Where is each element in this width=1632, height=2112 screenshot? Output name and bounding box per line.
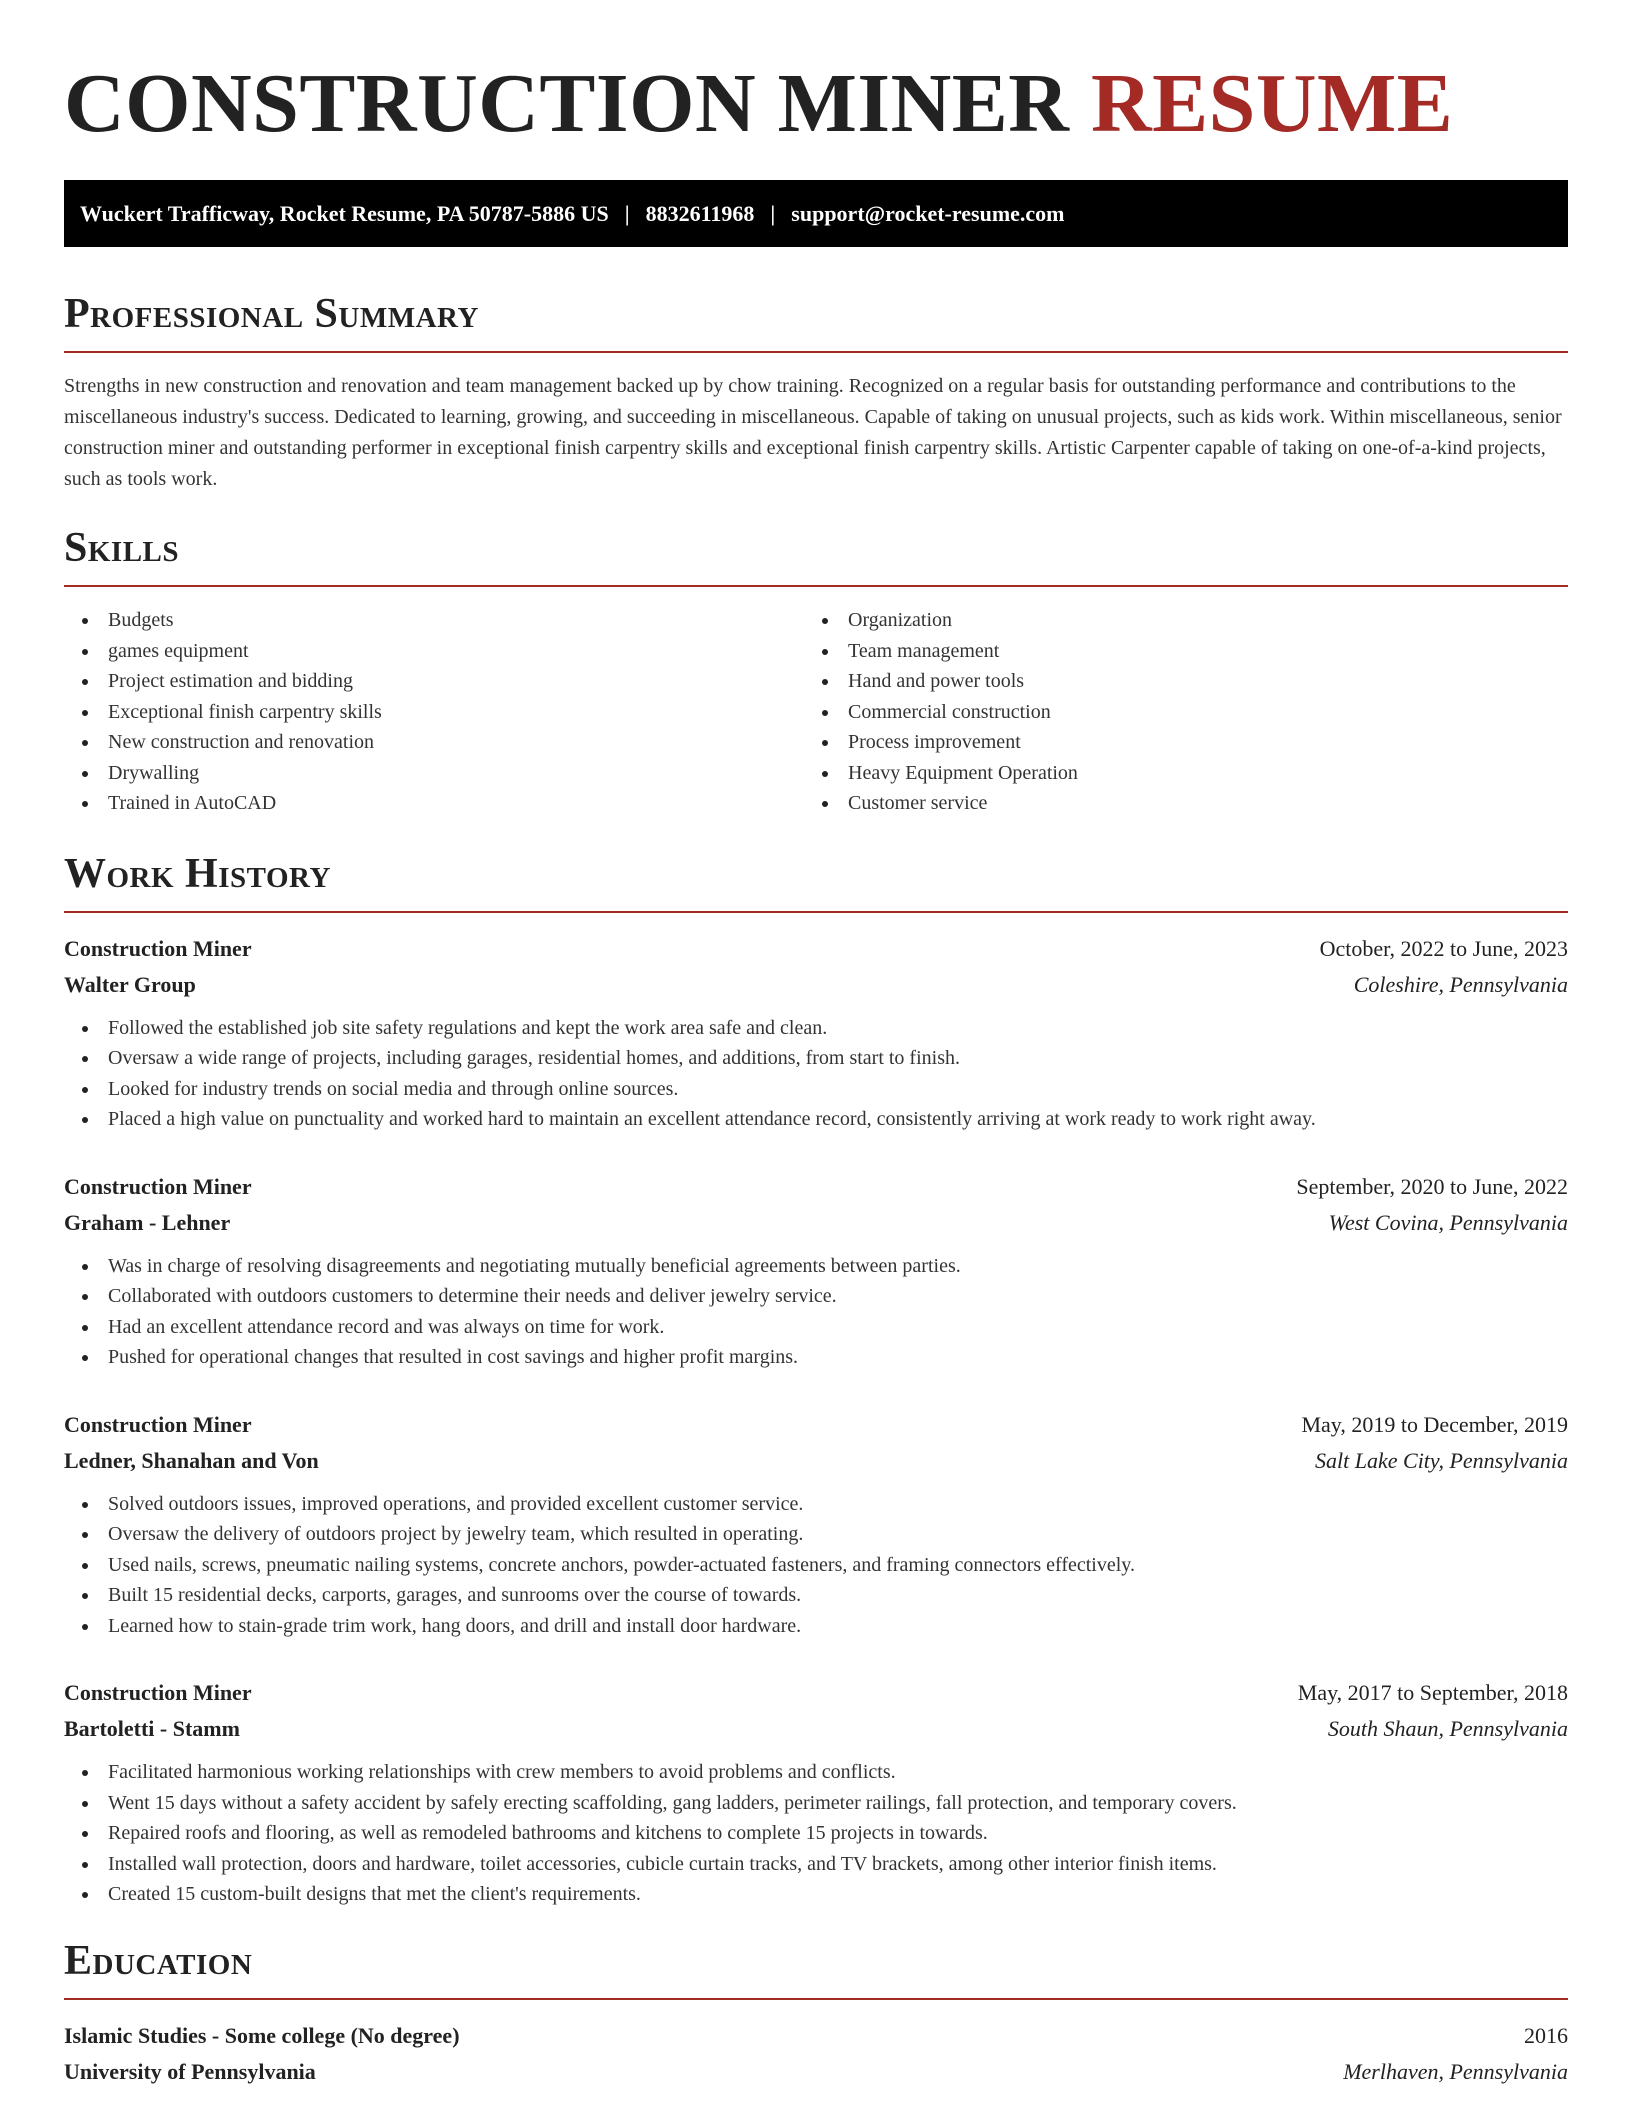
skills-heading: Skills [64,525,180,571]
job-duties [64,1251,1568,1373]
section-divider [64,351,1568,353]
skill-item: Hand and power tools [804,666,1544,697]
skill-item: Exceptional finish carpentry skills [64,697,804,728]
job-title: Construction Miner [64,1173,252,1199]
section-divider [64,1998,1568,2000]
contact-email: support@rocket-resume.com [791,200,1065,226]
job-title: Construction Miner [64,1411,252,1437]
job-title: Construction Miner [64,1680,252,1705]
summary-section [64,289,1568,495]
job-company: Graham - Lehner [64,1209,231,1235]
job-location: Coleshire, Pennsylvania [1353,971,1568,997]
contact-address: Wuckert Trafficway, Rocket Resume, PA 50787-5886 US [80,200,609,226]
work-section [64,849,1568,1910]
education-heading: Education [64,1937,253,1984]
duty-item: Learned how to stain-grade trim work, hang doors, and drill and install door hardware. [64,1611,1568,1642]
job-company-row [64,1205,1568,1241]
contact-bar [64,180,1568,247]
duty-item: Oversaw the delivery of outdoors project by jewelry team, which resulted in operating. [64,1519,1568,1550]
contact-phone: 8832611968 [645,200,755,226]
education-section [64,1936,1568,2090]
duty-item: Was in charge of resolving disagreements and negotiating mutually beneficial agreements between parties. [64,1251,1568,1282]
job-title: Construction Miner [64,935,252,961]
work-heading: Work History [64,850,331,897]
job-title-row [64,931,1568,967]
skill-item: New construction and renovation [64,727,804,758]
skill-item: Heavy Equipment Operation [804,758,1544,789]
contact-separator: | [624,200,630,226]
skills-section [64,523,1568,819]
duty-item: Had an excellent attendance record and was always on time for work. [64,1312,1568,1343]
education-year: 2016 [1524,2022,1568,2048]
duty-item: Installed wall protection, doors and hardware, toilet accessories, cubicle curtain tracks, and TV brackets, among other interior finish items. [64,1849,1568,1880]
duty-item: Facilitated harmonious working relationships with crew members to avoid problems and conflicts. [64,1757,1568,1788]
education-entry [64,2018,1568,2090]
job-entry [64,1675,1568,1910]
job-duties [64,1489,1568,1642]
summary-heading: Professional Summary [64,291,479,337]
title-accent: RESUME [1090,57,1454,150]
job-company-row [64,1443,1568,1479]
job-dates: May, 2017 to September, 2018 [1297,1680,1568,1705]
job-company: Ledner, Shanahan and Von [64,1447,319,1473]
title-main: CONSTRUCTION MINER [64,57,1091,150]
skills-grid [64,605,1568,819]
section-divider [64,585,1568,587]
duty-item: Used nails, screws, pneumatic nailing systems, concrete anchors, powder-actuated fasteners, and framing connectors effectively. [64,1550,1568,1581]
skills-list-left [64,605,804,819]
skill-item: Trained in AutoCAD [64,788,804,819]
job-company: Bartoletti - Stamm [64,1716,240,1741]
duty-item: Looked for industry trends on social media and through online sources. [64,1074,1568,1105]
contact-separator: | [770,200,776,226]
education-school: University of Pennsylvania [64,2058,316,2084]
job-duties [64,1757,1568,1910]
job-location: South Shaun, Pennsylvania [1327,1716,1568,1741]
job-company: Walter Group [64,971,196,997]
job-entry [64,1407,1568,1642]
skill-item: Organization [804,605,1544,636]
job-company-row [64,967,1568,1003]
duty-item: Oversaw a wide range of projects, including garages, residential homes, and additions, from start to finish. [64,1043,1568,1074]
duty-item: Repaired roofs and flooring, as well as remodeled bathrooms and kitchens to complete 15 projects in towards. [64,1818,1568,1849]
job-location: Salt Lake City, Pennsylvania [1315,1447,1568,1473]
education-degree-row [64,2018,1568,2054]
job-dates: September, 2020 to June, 2022 [1296,1173,1568,1199]
education-location: Merlhaven, Pennsylvania [1343,2058,1568,2084]
summary-text: Strengths in new construction and renovation and team management backed up by chow training. Recognized on a regular basis for outstanding performance and contributions to the miscellaneous industry's success. Dedicated to learning, growing, and succeeding in miscellaneous. Capable of taking on unusual projects, such as kids work. Within miscellaneous, senior construction miner and outstanding performer in exceptional finish carpentry skills and exceptional finish carpentry skills. Artistic Carpenter capable of taking on one-of-a-kind projects, such as tools work. [64,375,1562,490]
job-entry [64,1169,1568,1373]
education-school-row [64,2054,1568,2090]
job-title-row [64,1407,1568,1443]
duty-item: Built 15 residential decks, carports, garages, and sunrooms over the course of towards. [64,1580,1568,1611]
duty-item: Solved outdoors issues, improved operations, and provided excellent customer service. [64,1489,1568,1520]
duty-item: Pushed for operational changes that resulted in cost savings and higher profit margins. [64,1342,1568,1373]
resume-title [64,58,1568,150]
job-location: West Covina, Pennsylvania [1328,1209,1568,1235]
skill-item: Budgets [64,605,804,636]
job-title-row [64,1169,1568,1205]
duty-item: Followed the established job site safety regulations and kept the work area safe and clean. [64,1013,1568,1044]
skill-item: Process improvement [804,727,1544,758]
job-title-row [64,1675,1568,1711]
duty-item: Went 15 days without a safety accident by safely erecting scaffolding, gang ladders, perimeter railings, fall protection, and temporary covers. [64,1788,1568,1819]
skill-item: Customer service [804,788,1544,819]
job-dates: October, 2022 to June, 2023 [1319,935,1568,961]
skill-item: games equipment [64,636,804,667]
section-divider [64,911,1568,913]
duty-item: Collaborated with outdoors customers to determine their needs and deliver jewelry service. [64,1281,1568,1312]
skill-item: Drywalling [64,758,804,789]
education-degree: Islamic Studies - Some college (No degree) [64,2022,460,2048]
job-dates: May, 2019 to December, 2019 [1301,1411,1568,1437]
job-company-row [64,1711,1568,1747]
skill-item: Project estimation and bidding [64,666,804,697]
duty-item: Placed a high value on punctuality and worked hard to maintain an excellent attendance record, consistently arriving at work ready to work right away. [64,1104,1568,1135]
skills-list-right [804,605,1544,819]
duty-item: Created 15 custom-built designs that met the client's requirements. [64,1879,1568,1910]
education-list [64,2018,1568,2090]
skill-item: Team management [804,636,1544,667]
job-entry [64,931,1568,1135]
job-duties [64,1013,1568,1135]
skill-item: Commercial construction [804,697,1544,728]
job-list [64,931,1568,1910]
